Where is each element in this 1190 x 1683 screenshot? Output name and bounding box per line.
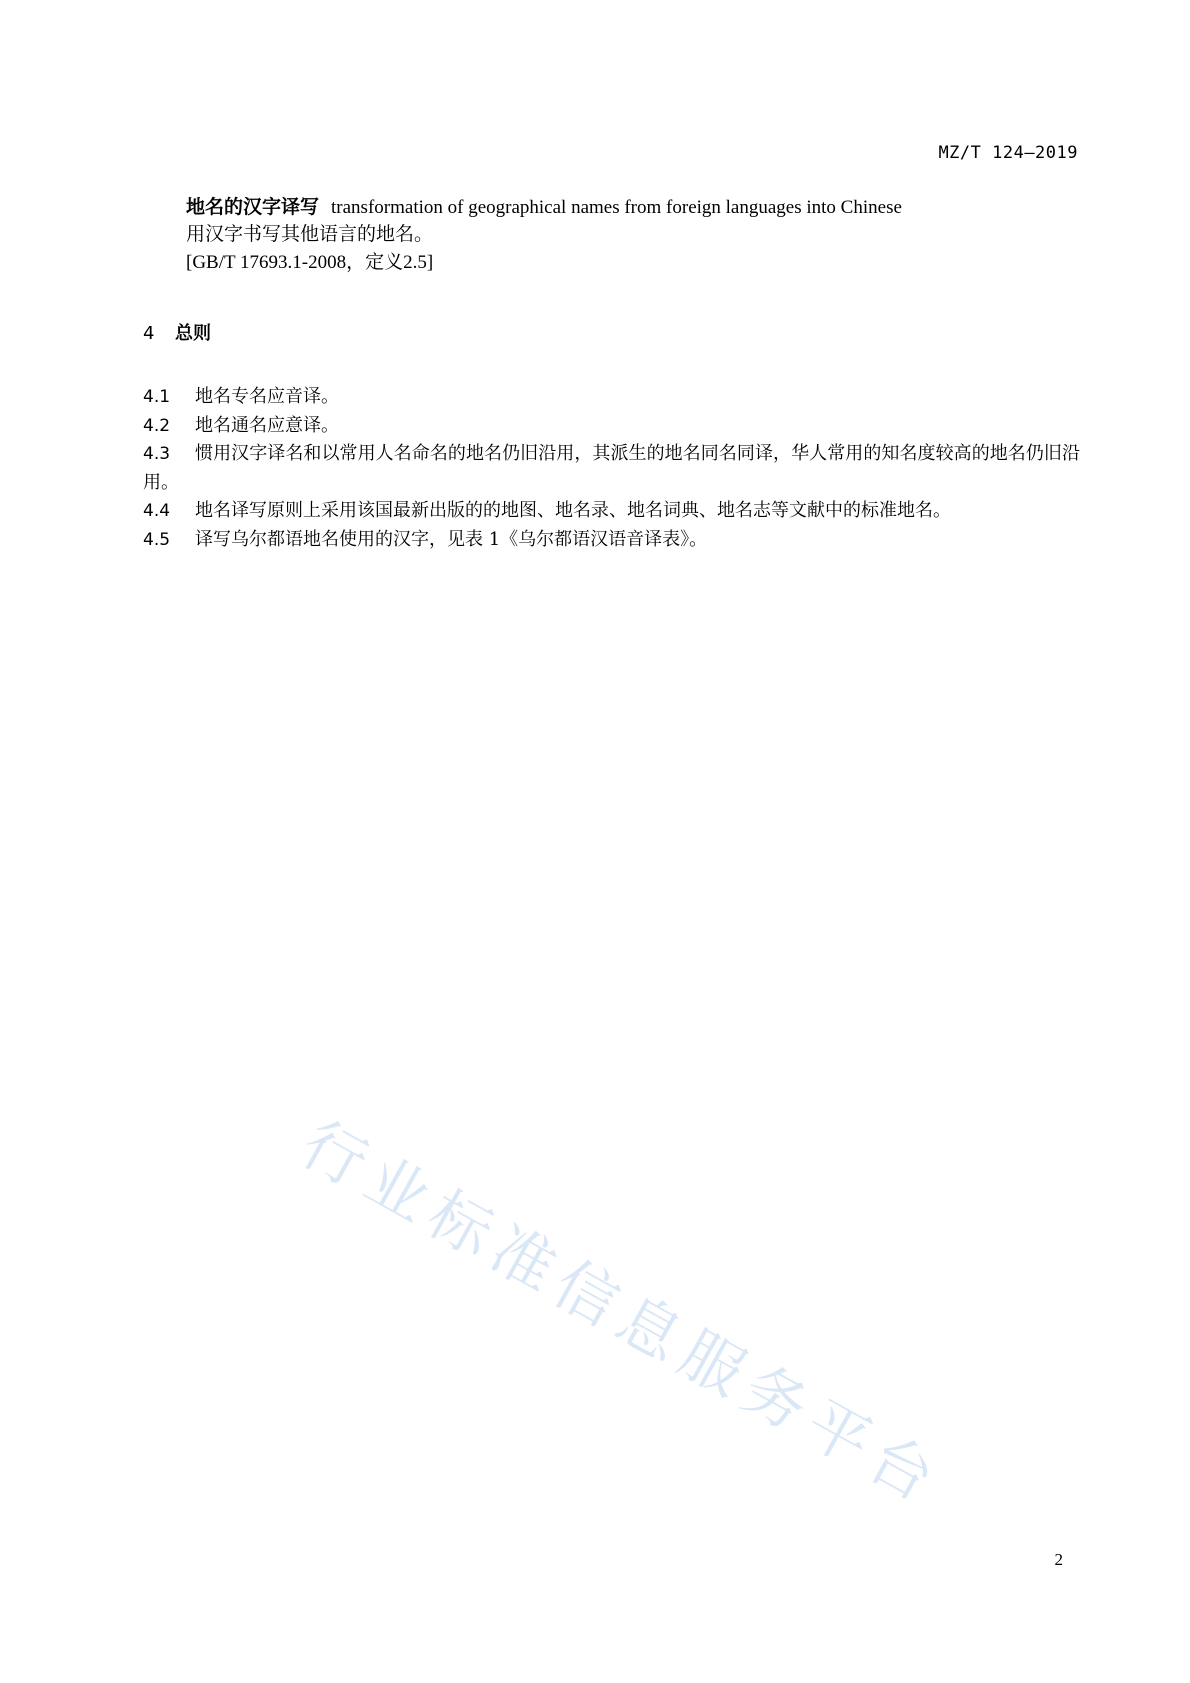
clause-text: 地名通名应意译。: [195, 414, 339, 436]
term-name-zh: 地名的汉字译写: [186, 196, 320, 218]
clause-4-3: [143, 440, 1080, 497]
term-source: [GB/T 17693.1-2008，定义2.5]: [186, 252, 434, 273]
clause-4-2: [143, 412, 1080, 441]
clause-number: 4.1: [143, 387, 171, 407]
term-name-en: transformation of geographical names from foreign languages into Chinese: [331, 197, 902, 218]
section-title: 总则: [175, 323, 211, 344]
clause-number: 4.5: [143, 529, 171, 550]
clause-list: [143, 383, 1080, 554]
section-heading: [143, 321, 211, 347]
clause-text: 惯用汉字译名和以常用人名命名的地名仍旧沿用，其派生的地名同名同译，华人常用的知名度较高的地名仍旧沿用。: [143, 443, 1080, 493]
clause-4-5: [143, 526, 1080, 555]
clause-4-1: [143, 383, 1080, 412]
clause-text: 地名专名应音译。: [195, 386, 339, 407]
watermark: 行业标准信息服务平台: [289, 1106, 956, 1520]
standard-code: MZ/T 124—2019: [938, 143, 1078, 163]
clause-number: 4.3: [143, 444, 171, 464]
term-heading: [186, 193, 1086, 221]
clause-4-4: [143, 497, 1080, 526]
term-entry: [186, 193, 1086, 277]
page-number: 2: [1054, 1550, 1063, 1569]
term-definition: 用汉字书写其他语言的地名。: [186, 224, 434, 245]
clause-number: 4.4: [143, 501, 171, 521]
section-number: 4: [143, 323, 155, 344]
clause-number: 4.2: [143, 415, 171, 436]
clause-text: 译写乌尔都语地名使用的汉字，见表 1《乌尔都语汉语音译表》。: [195, 528, 708, 550]
clause-text: 地名译写原则上采用该国最新出版的的地图、地名录、地名词典、地名志等文献中的标准地名。: [195, 500, 951, 521]
